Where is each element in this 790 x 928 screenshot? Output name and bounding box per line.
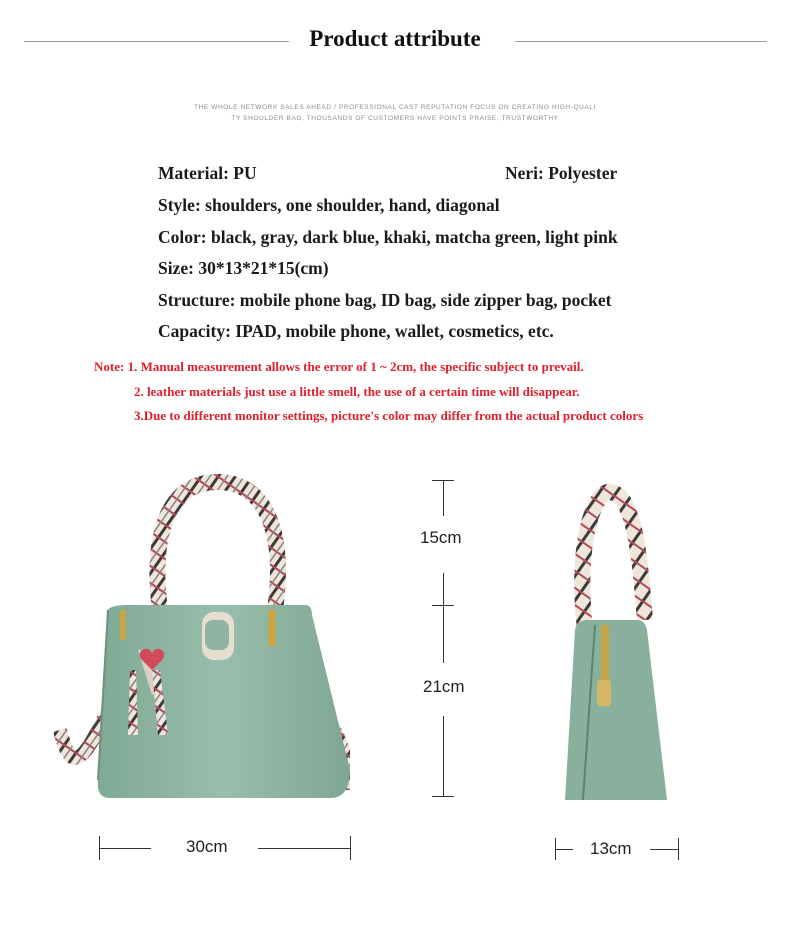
attribute-neri: Neri: Polyester bbox=[505, 163, 618, 183]
dim-width-line-right bbox=[258, 848, 350, 849]
attribute-color: Color: black, gray, dark blue, khaki, matcha green, light pink bbox=[158, 227, 618, 247]
bag-front-image bbox=[50, 470, 350, 810]
dim-body-height: 21cm bbox=[423, 677, 465, 696]
dim-vertical-tick-bottom bbox=[432, 796, 454, 797]
dim-handle-height: 15cm bbox=[420, 528, 462, 547]
attribute-structure: Structure: mobile phone bag, ID bag, side zipper bag, pocket bbox=[158, 290, 612, 310]
dim-depth: 13cm bbox=[590, 839, 632, 858]
dim-vertical-line-bottom bbox=[443, 716, 444, 796]
dim-vertical-line-mid-a bbox=[443, 573, 444, 605]
page-title: Product attribute bbox=[309, 26, 481, 51]
dim-depth-line-right bbox=[650, 849, 678, 850]
attribute-size: Size: 30*13*21*15(cm) bbox=[158, 258, 329, 278]
attribute-style: Style: shoulders, one shoulder, hand, diagonal bbox=[158, 195, 500, 215]
attribute-capacity: Capacity: IPAD, mobile phone, wallet, cosmetics, etc. bbox=[158, 321, 554, 341]
dim-width-line-left bbox=[99, 848, 151, 849]
attribute-material: Material: PU bbox=[158, 163, 257, 183]
tagline-line-2: TY SHOULDER BAG, THOUSANDS OF CUSTOMERS HAVE POINTS PRAISE, TRUSTWORTHY bbox=[231, 115, 559, 122]
dim-depth-tick-right bbox=[678, 838, 679, 860]
tagline-line-1: THE WHOLE NETWORK SALES AHEAD / PROFESSIONAL CAST REPUTATION FOCUS ON CREATING HIGH-QUALI bbox=[194, 104, 596, 111]
dim-width: 30cm bbox=[186, 837, 228, 856]
dim-width-tick-right bbox=[350, 836, 351, 860]
dim-vertical-line-mid-b bbox=[443, 605, 444, 663]
note-line-2: 2. leather materials just use a little smell, the use of a certain time will disappear. bbox=[134, 384, 580, 399]
dim-vertical-line-top bbox=[443, 480, 444, 516]
bag-side-image bbox=[555, 480, 695, 810]
note-line-1: Note: 1. Manual measurement allows the error of 1 ~ 2cm, the specific subject to prevail. bbox=[94, 359, 584, 374]
dim-depth-line-left bbox=[555, 849, 573, 850]
note-line-3: 3.Due to different monitor settings, picture's color may differ from the actual product colors bbox=[134, 408, 644, 423]
